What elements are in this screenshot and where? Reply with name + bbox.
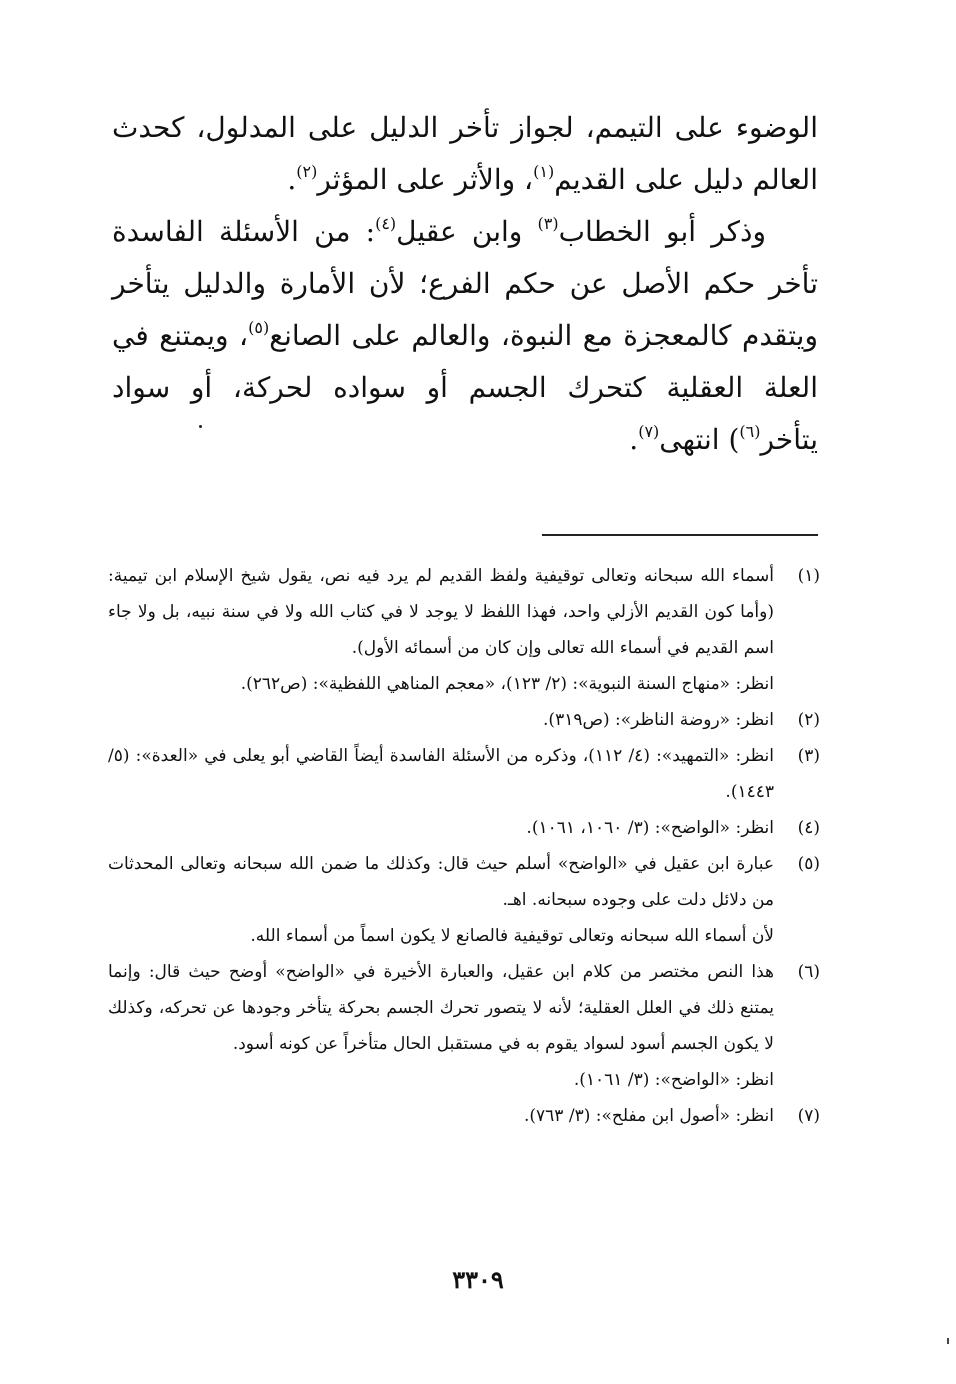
footnote-ref-5: (٥): [248, 318, 270, 337]
footnote-ref-7: (٧): [638, 422, 660, 441]
footnote-body: [108, 1098, 774, 1134]
footnote-line: انظر: «أصول ابن مفلح»: (٣/ ٧٦٣).: [523, 1106, 774, 1126]
paragraph-2-text-f: .: [629, 423, 639, 456]
footnote-ref-6: (٦): [739, 422, 761, 441]
footnote-number: (٧): [797, 1106, 820, 1126]
footnote-body: [108, 846, 774, 954]
footnote-number: (٦): [797, 962, 820, 982]
footnote-1: [108, 558, 820, 702]
footnote-line: أسماء الله سبحانه وتعالى توقيفية ولفظ القديم لم يرد فيه نص، يقول شيخ الإسلام ابن تيمية: (وأما كون القديم الأزلي واحد، فهذا اللفظ لا يوجد لا في كتاب الله ولا في سنة نبيه، بل ولا جاء اسم القديم في أسماء الله تعالى وإن كان من أسمائه الأول).: [108, 566, 774, 658]
footnote-7: [108, 1098, 820, 1134]
footnote-number: (٤): [797, 818, 820, 838]
paragraph-2-text-d: ، ويمتنع في العلة العقلية كتحرك الجسم أو سواده لحركة، أو سواد يتأخر: [112, 319, 818, 456]
paragraph-1-text-c: .: [287, 163, 297, 196]
paragraph-2-text-a: وذكر أبو الخطاب: [558, 215, 766, 248]
page-number: ٣٣٠٩: [452, 1265, 504, 1294]
footnote-separator: [542, 534, 818, 536]
stray-dot: [199, 425, 202, 428]
footnote-line: انظر: «الواضح»: (٣/ ١٠٦١).: [573, 1070, 774, 1090]
paragraph-1-text-b: ، والأثر على المؤثر: [317, 163, 534, 196]
footnotes: [108, 558, 820, 1134]
footnote-body: [108, 954, 774, 1098]
footnote-body: [108, 558, 774, 702]
footnote-body: [108, 738, 774, 810]
footnote-number: (٥): [797, 854, 820, 874]
paragraph-2: [112, 206, 818, 466]
footnote-ref-4: (٤): [375, 214, 397, 233]
paragraph-2-text-b: وابن عقيل: [396, 215, 538, 248]
footnote-3: [108, 738, 820, 810]
footnote-line: لأن أسماء الله سبحانه وتعالى توقيفية فالصانع لا يكون اسماً من أسماء الله.: [250, 926, 774, 946]
footnote-5: [108, 846, 820, 954]
footnote-2: [108, 702, 820, 738]
footnote-body: [108, 810, 774, 846]
footnote-number: (٣): [797, 746, 820, 766]
footnote-ref-1: (١): [533, 162, 555, 181]
paragraph-2-text-e: ) انتهى: [659, 423, 740, 456]
footnote-6: [108, 954, 820, 1098]
footnote-line: انظر: «التمهيد»: (٤/ ١١٢)، وذكره من الأسئلة الفاسدة أيضاً القاضي أبو يعلى في «العدة»: (٥/ ١٤٤٣).: [108, 746, 774, 802]
footnote-line: انظر: «منهاج السنة النبوية»: (٢/ ١٢٣)، «معجم المناهي اللفظية»: (ص٢٦٢).: [240, 674, 774, 694]
footnote-ref-2: (٢): [296, 162, 318, 181]
paragraph-2-text-c: : من الأسئلة الفاسدة تأخر حكم الأصل عن حكم الفرع؛ لأن الأمارة والدليل يتأخر ويتقدم كالمعجزة مع النبوة، والعالم على الصانع: [112, 215, 818, 352]
footnote-ref-3: (٣): [537, 214, 559, 233]
paragraph-1: [112, 102, 818, 206]
edge-mark: [947, 1338, 949, 1344]
footnote-line: هذا النص مختصر من كلام ابن عقيل، والعبارة الأخيرة في «الواضح» أوضح حيث قال: وإنما يمتنع ذلك في العلل العقلية؛ لأنه لا يتصور تحرك الجسم بحركة يتأخر وجودها عن تحركه، وكذلك لا يكون الجسم أسود لسواد يقوم به في مستقبل الحال متأخراً عن كونه أسود.: [108, 962, 774, 1054]
footnote-line: انظر: «الواضح»: (٣/ ١٠٦٠، ١٠٦١).: [526, 818, 774, 838]
footnote-body: [108, 702, 774, 738]
footnote-line: انظر: «روضة الناظر»: (ص٣١٩).: [543, 710, 774, 730]
footnote-number: (١): [797, 566, 820, 586]
footnote-number: (٢): [797, 710, 820, 730]
main-text: [112, 102, 818, 466]
footnote-4: [108, 810, 820, 846]
footnote-line: عبارة ابن عقيل في «الواضح» أسلم حيث قال: وكذلك ما ضمن الله سبحانه وتعالى المحدثات من دلائل دلت على وجوده سبحانه. اهـ.: [108, 854, 774, 910]
paragraph-1-text-a: الوضوء على التيمم، لجواز تأخر الدليل على المدلول، كحدث العالم دليل على القديم: [112, 111, 818, 196]
